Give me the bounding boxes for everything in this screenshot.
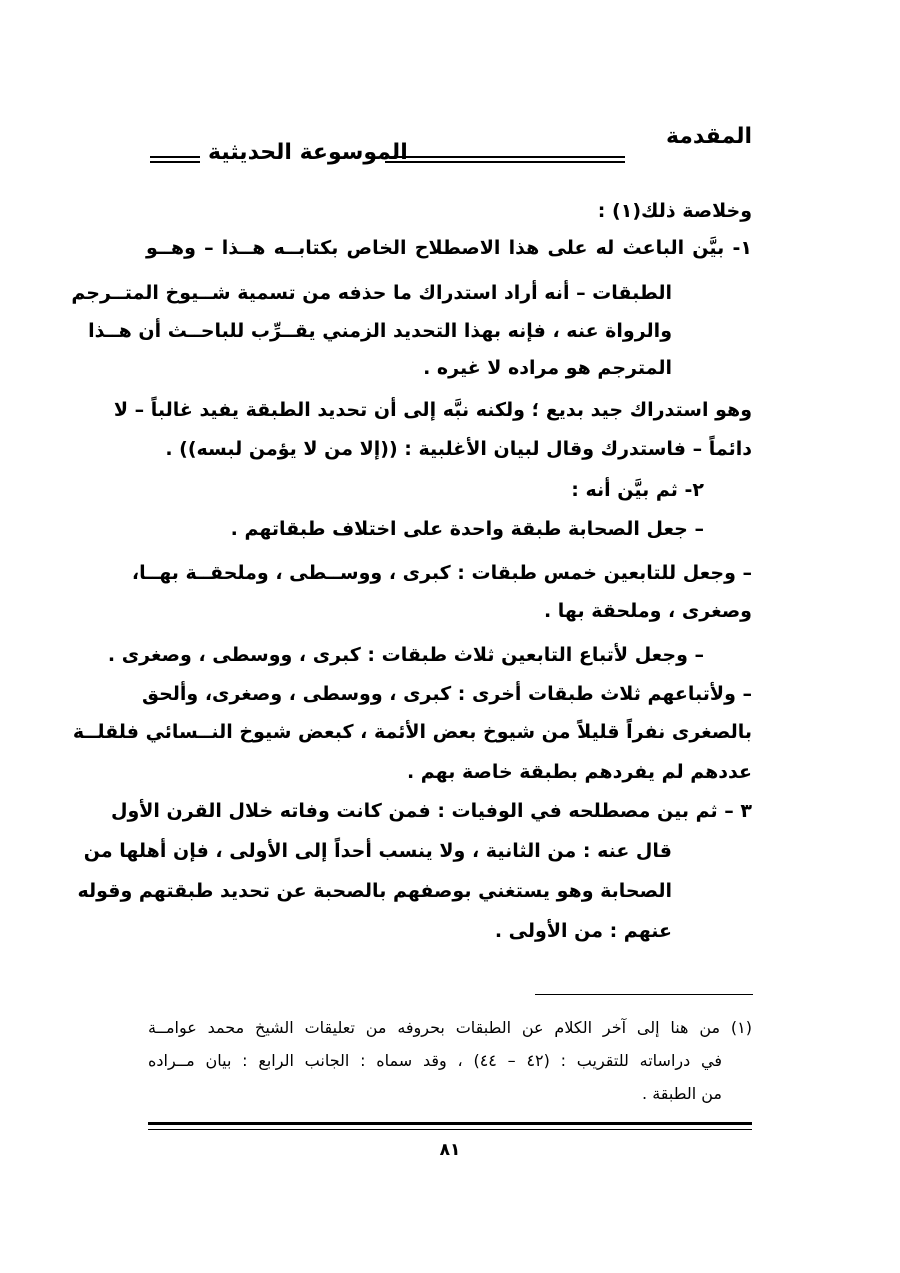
- section-title: المقدمة: [665, 124, 752, 149]
- body-line: وخلاصة ذلك(١) :: [597, 200, 752, 222]
- footnote-line: من الطبقة .: [642, 1084, 722, 1103]
- body-line: – ولأتباعهم ثلاث طبقات أخرى : كبرى ، ووسطى ، وصغرى، وألحق: [141, 683, 752, 705]
- body-line: قال عنه : من الثانية ، ولا ينسب أحداً إلى الأولى ، فإن أهلها من: [83, 840, 672, 862]
- body-line: وصغرى ، وملحقة بها .: [543, 600, 752, 622]
- body-line: وهو استدراك جيد بديع ؛ ولكنه نبَّه إلى أن تحديد الطبقة يفيد غالباً – لا: [113, 399, 752, 421]
- footer-rule-thin: [148, 1129, 752, 1130]
- body-line: – وجعل للتابعين خمس طبقات : كبرى ، ووســطى ، وملحقــة بهــا،: [131, 562, 752, 584]
- body-line: المترجم هو مراده لا غيره .: [423, 357, 672, 379]
- body-line: ١- بيَّن الباعث له على هذا الاصطلاح الخاص بكتابــه هــذا – وهــو: [146, 237, 752, 259]
- body-line: بالصغرى نفراً قليلاً من شيوخ بعض الأئمة ، كبعض شيوخ النــسائي فلقلــة: [72, 721, 752, 743]
- body-line: ٣ – ثم بين مصطلحه في الوفيات : فمن كانت وفاته خلال القرن الأول: [110, 800, 752, 822]
- body-line: الطبقات – أنه أراد استدراك ما حذفه من تسمية شــيوخ المتــرجم: [71, 282, 672, 304]
- page-number: ٨١: [439, 1140, 461, 1160]
- body-line: – وجعل لأتباع التابعين ثلاث طبقات : كبرى ، ووسطى ، وصغرى .: [107, 644, 704, 666]
- header-rule-left: [150, 156, 200, 163]
- footnote-line: (١) من هنا إلى آخر الكلام عن الطبقات بحروفه من تعليقات الشيخ محمد عوامــة: [148, 1018, 752, 1037]
- footnote-line: في دراساته للتقريب : (٤٢ – ٤٤) ، وقد سماه : الجانب الرابع : بيان مــراده: [148, 1051, 723, 1070]
- footer-rule-thick: [148, 1122, 752, 1125]
- body-line: دائماً – فاستدرك وقال لبيان الأغلبية : ((إلا من لا يؤمن لبسه)) .: [165, 438, 752, 460]
- footnote-separator: [535, 994, 753, 995]
- body-line: – جعل الصحابة طبقة واحدة على اختلاف طبقاتهم .: [230, 518, 704, 540]
- body-line: ٢- ثم بيَّن أنه :: [571, 479, 704, 501]
- book-title: الموسوعة الحديثية: [208, 140, 408, 165]
- body-line: والرواة عنه ، فإنه بهذا التحديد الزمني يقــرِّب للباحــث أن هــذا: [88, 320, 672, 342]
- body-line: الصحابة وهو يستغني بوصفهم بالصحبة عن تحديد طبقتهم وقوله: [77, 880, 672, 902]
- body-line: عددهم لم يفردهم بطبقة خاصة بهم .: [406, 761, 752, 783]
- body-line: عنهم : من الأولى .: [494, 920, 672, 942]
- header-rule-right: [385, 156, 625, 163]
